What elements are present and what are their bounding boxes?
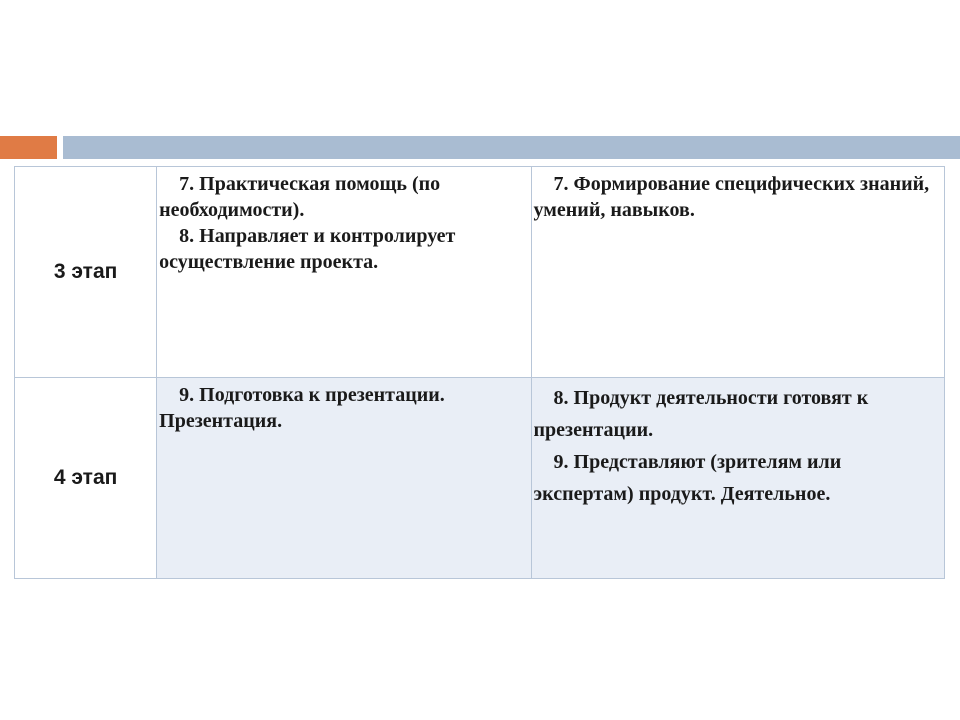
stages-table	[14, 166, 945, 579]
teacher-cell	[157, 378, 531, 579]
accent-bar-orange	[0, 136, 57, 159]
list-item: 8. Направляет и контролирует осуществление проекта.	[159, 225, 456, 273]
list-item: 7. Практическая помощь (по необходимости).	[159, 173, 441, 221]
list-item: 9. Подготовка к презентации. Презентация.	[159, 384, 445, 432]
student-cell	[531, 378, 944, 579]
student-cell	[531, 167, 944, 378]
table-row	[15, 378, 945, 579]
stage-label: 4 этап	[15, 378, 157, 579]
list-item: 9. Представляют (зрителям или экспертам) продукт. Деятельное.	[533, 451, 842, 505]
stage-label: 3 этап	[15, 167, 157, 378]
teacher-cell	[157, 167, 531, 378]
list-item: 7. Формирование специфических знаний, умений, навыков.	[533, 173, 930, 221]
list-item: 8. Продукт деятельности готовят к презентации.	[533, 387, 869, 441]
table-row	[15, 167, 945, 378]
accent-bar-blue	[63, 136, 960, 159]
